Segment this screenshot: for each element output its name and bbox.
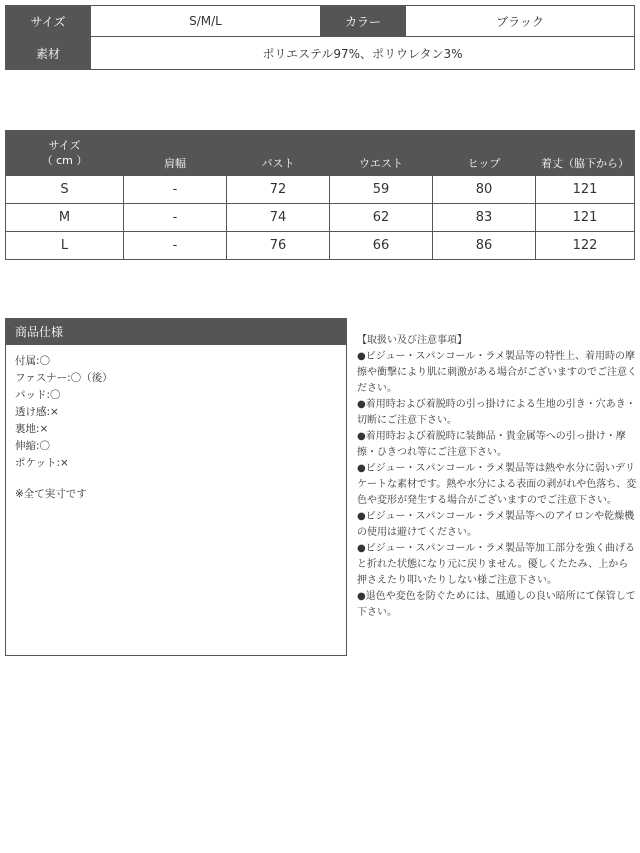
list-item: ●着用時および着脱時に装飾品・貴金属等への引っ掛け・摩擦・ひきつれ等にご注意下さい。 — [357, 431, 626, 458]
cell-shoulder: - — [124, 176, 227, 204]
size-label: サイズ — [6, 6, 91, 37]
header-shoulder: 肩幅 — [124, 131, 227, 176]
cell-size: M — [6, 204, 124, 232]
cell-waist: 66 — [330, 232, 433, 260]
size-table — [5, 130, 635, 260]
header-bust: バスト — [227, 131, 330, 176]
cell-shoulder: - — [124, 204, 227, 232]
table-row — [6, 232, 635, 260]
cell-hip: 86 — [433, 232, 536, 260]
cell-size: S — [6, 176, 124, 204]
cell-waist: 62 — [330, 204, 433, 232]
table-row — [6, 204, 635, 232]
size-table-header-row — [6, 131, 635, 176]
color-value: ブラック — [406, 6, 635, 37]
header-waist: ウエスト — [330, 131, 433, 176]
spec-note: ※全て実寸です — [15, 488, 87, 500]
spec-box — [5, 318, 347, 656]
cell-waist: 59 — [330, 176, 433, 204]
care-title: 【取扱い及び注意事項】 — [357, 335, 467, 346]
attribute-row — [6, 6, 635, 37]
list-item: ●退色や変色を防ぐためには、風通しの良い暗所にて保管して下さい。 — [357, 591, 636, 618]
list-item: ファスナー:〇（後） — [15, 372, 113, 384]
list-item: ポケット:× — [15, 457, 69, 469]
cell-length: 122 — [536, 232, 635, 260]
list-item: ●着用時および着脱時の引っ掛けによる生地の引き・穴あき・切断にご注意下さい。 — [357, 399, 636, 426]
list-item: ●ビジュー・スパンコール・ラメ製品等の特性上、着用時の摩擦や衝撃により肌に刺激がある場合がございますのでご注意ください。 — [357, 351, 637, 394]
cell-length: 121 — [536, 176, 635, 204]
attribute-table — [5, 5, 635, 70]
header-size-line1: サイズ — [48, 139, 81, 152]
table-row — [6, 176, 635, 204]
header-size-line2: （ cm ） — [41, 154, 88, 167]
spec-list — [6, 353, 346, 472]
list-item: 付属:〇 — [15, 355, 51, 367]
cell-bust: 74 — [227, 204, 330, 232]
list-item: 伸縮:〇 — [15, 440, 51, 452]
list-item: ●ビジュー・スパンコール・ラメ製品等へのアイロンや乾燥機の使用は避けてください。 — [357, 511, 635, 538]
color-label: カラー — [321, 6, 406, 37]
cell-bust: 76 — [227, 232, 330, 260]
list-item: パッド:〇 — [15, 389, 61, 401]
cell-bust: 72 — [227, 176, 330, 204]
care-notes — [357, 333, 637, 621]
list-item: 透け感:× — [15, 406, 59, 418]
attribute-row — [6, 37, 635, 70]
material-value: ポリエステル97%、ポリウレタン3% — [91, 37, 635, 70]
header-length: 着丈（脇下から） — [536, 131, 635, 176]
material-label: 素材 — [6, 37, 91, 70]
header-size — [6, 131, 124, 176]
cell-length: 121 — [536, 204, 635, 232]
cell-size: L — [6, 232, 124, 260]
cell-hip: 80 — [433, 176, 536, 204]
header-hip: ヒップ — [433, 131, 536, 176]
care-list — [357, 349, 637, 621]
cell-shoulder: - — [124, 232, 227, 260]
list-item: 裏地:× — [15, 423, 49, 435]
list-item: ●ビジュー・スパンコール・ラメ製品等は熱や水分に弱いデリケートな素材です。熱や水分による表面の剥がれや色落ち、変色や変形が発生する場合がございますのでご注意下さい。 — [357, 463, 637, 506]
spec-title: 商品仕様 — [6, 319, 346, 345]
cell-hip: 83 — [433, 204, 536, 232]
size-value: S/M/L — [91, 6, 321, 37]
list-item: ●ビジュー・スパンコール・ラメ製品等加工部分を強く曲げると折れた状態になり元に戻りません。優しくたたみ、上から押さえたり叩いたりしない様ご注意下さい。 — [357, 543, 636, 586]
